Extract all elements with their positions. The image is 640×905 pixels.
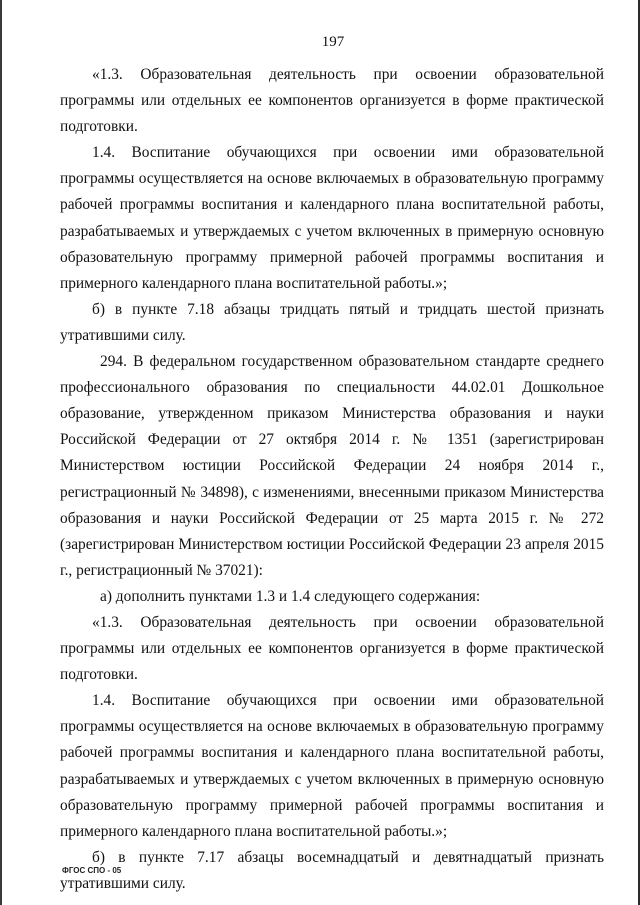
paragraph-item-b-repeat: б) в пункте 7.17 абзацы восемнадцатый и девятнадцатый признать утратившими силу. (60, 848, 604, 892)
document-body (60, 62, 604, 897)
paragraph-item-a: а) дополнить пунктами 1.3 и 1.4 следующего содержания: (100, 587, 481, 605)
paragraph-294: 294. В федеральном государственном образовательном стандарте среднего профессионального образования по специальности 44.02.01 Дошкольное образование, утвержденном приказом Министерства образования и науки Российской Федерации от 27 октября 2014 г. № 1351 (зарегистрирован Министерством юстиции Российской Федерации 24 ноября 2014 г., регистрационный № 34898), с изменениями, внесенными приказом Министерства образования и науки Российской Федерации от 25 марта 2015 г. № 272 (зарегистрирован Министерством юстиции Российской Федерации 23 апреля 2015 г., регистрационный № 37021): (60, 353, 604, 579)
paragraph-1-3-repeat: «1.3. Образовательная деятельность при освоении образовательной программы или отдельных ее компонентов организуется в форме практической подготовки. (60, 613, 604, 684)
paragraph-1-3: «1.3. Образовательная деятельность при освоении образовательной программы или отдельных ее компонентов организуется в форме практической подготовки. (60, 66, 604, 136)
paragraph-1-4: 1.4. Воспитание обучающихся при освоении ими образовательной программы осуществляется на основе включаемых в образовательную программу рабочей программы воспитания и календарного плана воспитательной работы, разрабатываемых и утверждаемых с учетом включенных в примерную основную образовательную программу примерной рабочей программы воспитания и примерного календарного плана воспитательной работы.»; (60, 144, 604, 292)
paragraph-item-b: б) в пункте 7.18 абзацы тридцать пятый и тридцать шестой признать утратившими силу. (60, 300, 604, 344)
footer-code: ФГОС СПО - 05 (62, 866, 122, 875)
page-number: 197 (321, 34, 345, 50)
paragraph-1-4-repeat: 1.4. Воспитание обучающихся при освоении ими образовательной программы осуществляется на основе включаемых в образовательную программу рабочей программы воспитания и календарного плана воспитательной работы, разрабатываемых и утверждаемых с учетом включенных в примерную основную образовательную программу примерной рабочей программы воспитания и примерного календарного плана воспитательной работы.»; (60, 692, 604, 840)
